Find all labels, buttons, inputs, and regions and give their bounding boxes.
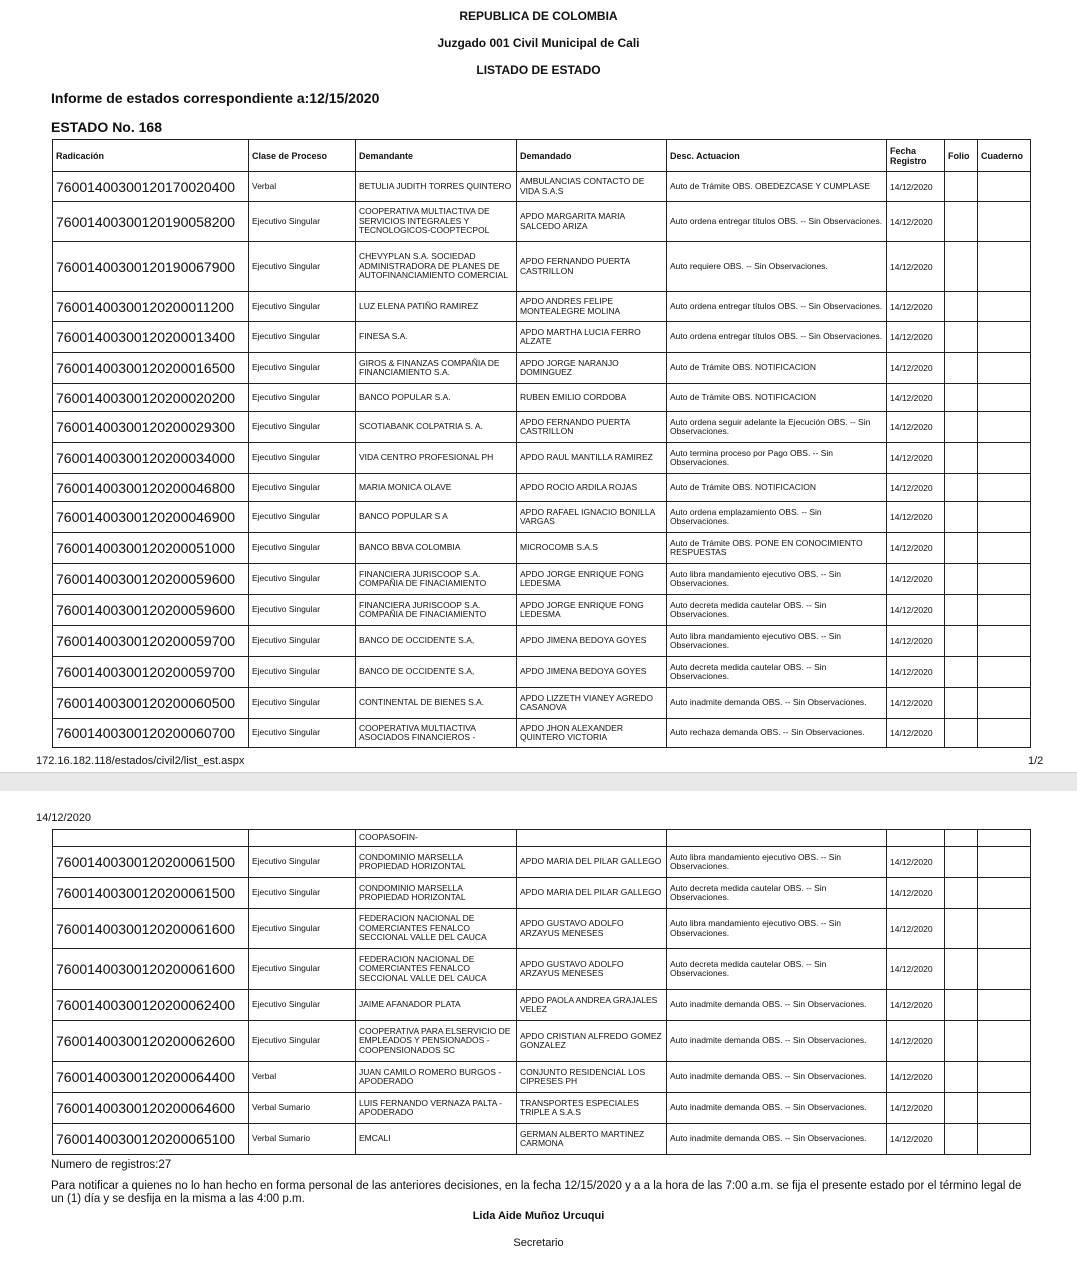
radicacion-cell: 76001400300120200064400 [53, 1062, 249, 1093]
folio-cell [945, 719, 978, 748]
fecha-cell: 14/12/2020 [887, 412, 945, 443]
radicacion-cell: 76001400300120190058200 [53, 202, 249, 242]
folio-cell [945, 657, 978, 688]
signer-title: Secretario [513, 1237, 564, 1249]
demandante-cell: COOPERATIVA MULTIACTIVA ASOCIADOS FINANCIEROS - [356, 719, 517, 748]
demandante-cell: BANCO DE OCCIDENTE S.A, [356, 657, 517, 688]
continuation-row [53, 830, 1031, 847]
desc-cell: Auto termina proceso por Pago OBS. -- Sin Observaciones. [667, 443, 887, 474]
demandado-cell: APDO MARIA DEL PILAR GALLEGO [517, 847, 667, 878]
table-row [53, 909, 1031, 949]
cuaderno-cell [978, 595, 1031, 626]
cuaderno-cell [978, 443, 1031, 474]
cuaderno-cell [978, 242, 1031, 292]
table-row [53, 443, 1031, 474]
folio-cell [945, 412, 978, 443]
record-count: Numero de registros:27 [51, 1159, 172, 1171]
desc-cell: Auto libra mandamiento ejecutivo OBS. -- Sin Observaciones. [667, 909, 887, 949]
table-row [53, 595, 1031, 626]
radicacion-cell: 76001400300120200064600 [53, 1093, 249, 1124]
radicacion-cell: 76001400300120200046900 [53, 502, 249, 533]
cuaderno-cell [978, 1124, 1031, 1155]
table-row [53, 719, 1031, 748]
folio-cell [945, 1021, 978, 1062]
fecha-cell: 14/12/2020 [887, 595, 945, 626]
clase-cell: Ejecutivo Singular [249, 1021, 356, 1062]
table-row [53, 949, 1031, 990]
demandante-cell: BANCO BBVA COLOMBIA [356, 533, 517, 564]
desc-cell: Auto inadmite demanda OBS. -- Sin Observaciones. [667, 1021, 887, 1062]
demandante-cell: FINANCIERA JURISCOOP S.A. COMPAÑIA DE FINACIAMIENTO [356, 595, 517, 626]
desc-cell: Auto rechaza demanda OBS. -- Sin Observaciones. [667, 719, 887, 748]
fecha-cell: 14/12/2020 [887, 172, 945, 202]
clase-cell: Ejecutivo Singular [249, 443, 356, 474]
desc-cell: Auto de Trámite OBS. NOTIFICACION [667, 474, 887, 502]
radicacion-cell: 76001400300120200061500 [53, 847, 249, 878]
desc-cell: Auto ordena emplazamiento OBS. -- Sin Observaciones. [667, 502, 887, 533]
fecha-cell: 14/12/2020 [887, 1124, 945, 1155]
demandante-cell: VIDA CENTRO PROFESIONAL PH [356, 443, 517, 474]
table-row [53, 1124, 1031, 1155]
table-row [53, 1021, 1031, 1062]
demandante-cell: BANCO POPULAR S A [356, 502, 517, 533]
demandante-cell: CHEVYPLAN S.A. SOCIEDAD ADMINISTRADORA DE PLANES DE AUTOFINANCIAMIENTO COMERCIAL [356, 242, 517, 292]
cuaderno-cell [978, 384, 1031, 412]
folio-cell [945, 292, 978, 322]
demandado-cell: APDO RAFAEL IGNACIO BONILLA VARGAS [517, 502, 667, 533]
folio-cell [945, 474, 978, 502]
cuaderno-cell [978, 202, 1031, 242]
radicacion-cell: 76001400300120200061600 [53, 949, 249, 990]
demandado-cell: APDO JORGE ENRIQUE FONG LEDESMA [517, 595, 667, 626]
demandante-cell: MARIA MONICA OLAVE [356, 474, 517, 502]
radicacion-cell: 76001400300120200062600 [53, 1021, 249, 1062]
folio-cell [945, 564, 978, 595]
radicacion-cell: 76001400300120200061500 [53, 878, 249, 909]
table-row [53, 878, 1031, 909]
country-heading: REPUBLICA DE COLOMBIA [459, 9, 618, 23]
radicacion-cell: 76001400300120200059600 [53, 595, 249, 626]
fecha-cell: 14/12/2020 [887, 1093, 945, 1124]
demandante-cell: BETULIA JUDITH TORRES QUINTERO [356, 172, 517, 202]
fecha-cell: 14/12/2020 [887, 533, 945, 564]
column-header-clase: Clase de Proceso [249, 140, 356, 172]
table-header-row [53, 140, 1031, 172]
cuaderno-cell [978, 353, 1031, 384]
desc-cell: Auto de Trámite OBS. NOTIFICACION [667, 384, 887, 412]
cuaderno-cell [978, 172, 1031, 202]
desc-cell: Auto inadmite demanda OBS. -- Sin Observaciones. [667, 1062, 887, 1093]
clase-cell: Ejecutivo Singular [249, 474, 356, 502]
radicacion-cell: 76001400300120200013400 [53, 322, 249, 353]
signer-name: Lida Aide Muñoz Urcuqui [472, 1210, 605, 1222]
desc-cell: Auto de Trámite OBS. NOTIFICACION [667, 353, 887, 384]
clase-cell: Verbal [249, 172, 356, 202]
radicacion-cell: 76001400300120200060700 [53, 719, 249, 748]
cuaderno-cell [978, 1093, 1031, 1124]
demandado-cell: APDO MARIA DEL PILAR GALLEGO [517, 878, 667, 909]
table-row [53, 626, 1031, 657]
radicacion-cell: 76001400300120200061600 [53, 909, 249, 949]
fecha-cell: 14/12/2020 [887, 990, 945, 1021]
clase-cell: Ejecutivo Singular [249, 719, 356, 748]
column-header-desc: Desc. Actuacion [667, 140, 887, 172]
page-number: 1/2 [1028, 755, 1044, 767]
table-row [53, 564, 1031, 595]
cuaderno-cell [978, 502, 1031, 533]
clase-cell: Ejecutivo Singular [249, 533, 356, 564]
demandado-cell: APDO LIZZETH VIANEY AGREDO CASANOVA [517, 688, 667, 719]
table-row [53, 688, 1031, 719]
fecha-cell: 14/12/2020 [887, 1021, 945, 1062]
radicacion-cell: 76001400300120200059700 [53, 626, 249, 657]
folio-cell [945, 847, 978, 878]
desc-cell: Auto inadmite demanda OBS. -- Sin Observaciones. [667, 688, 887, 719]
page-separator [0, 772, 1077, 792]
table-row [53, 384, 1031, 412]
clase-cell: Ejecutivo Singular [249, 657, 356, 688]
demandante-cell: CONDOMINIO MARSELLA PROPIEDAD HORIZONTAL [356, 847, 517, 878]
desc-cell: Auto ordena entregar títulos OBS. -- Sin Observaciones. [667, 292, 887, 322]
clase-cell: Ejecutivo Singular [249, 412, 356, 443]
clase-cell: Ejecutivo Singular [249, 292, 356, 322]
folio-cell [945, 595, 978, 626]
cuaderno-cell [978, 719, 1031, 748]
desc-cell: Auto libra mandamiento ejecutivo OBS. -- Sin Observaciones. [667, 564, 887, 595]
radicacion-cell: 76001400300120200060500 [53, 688, 249, 719]
clase-cell: Verbal Sumario [249, 1124, 356, 1155]
cuaderno-cell [978, 1021, 1031, 1062]
notice-text: Para notificar a quienes no lo han hecho en forma personal de las anteriores decisiones, en la fecha 12/15/2020 y a a la hora de las 7:00 a.m. se fija el presente estado por el término legal de un (1) día y se desfija en la misma a las 4:00 p.m. [51, 1180, 1022, 1205]
cuaderno-cell [978, 688, 1031, 719]
demandado-cell: APDO GUSTAVO ADOLFO ARZAYUS MENESES [517, 909, 667, 949]
estado-number: ESTADO No. 168 [51, 119, 162, 135]
demandado-cell: GERMAN ALBERTO MARTINEZ CARMONA [517, 1124, 667, 1155]
clase-cell: Ejecutivo Singular [249, 564, 356, 595]
clase-cell: Ejecutivo Singular [249, 595, 356, 626]
table-row [53, 172, 1031, 202]
clase-cell: Ejecutivo Singular [249, 502, 356, 533]
desc-cell: Auto decreta medida cautelar OBS. -- Sin Observaciones. [667, 949, 887, 990]
folio-cell [945, 990, 978, 1021]
fecha-cell: 14/12/2020 [887, 443, 945, 474]
desc-cell: Auto ordena seguir adelante la Ejecución OBS. -- Sin Observaciones. [667, 412, 887, 443]
estado-table [52, 139, 1031, 748]
table-row [53, 1093, 1031, 1124]
page-date: 14/12/2020 [36, 812, 92, 824]
demandado-cell: APDO GUSTAVO ADOLFO ARZAYUS MENESES [517, 949, 667, 990]
clase-cell: Ejecutivo Singular [249, 384, 356, 412]
fecha-cell: 14/12/2020 [887, 474, 945, 502]
radicacion-cell: 76001400300120200020200 [53, 384, 249, 412]
demandante-cell: EMCALI [356, 1124, 517, 1155]
desc-cell: Auto ordena entregar títulos OBS. -- Sin Observaciones. [667, 202, 887, 242]
demandante-cell: BANCO POPULAR S.A. [356, 384, 517, 412]
demandado-cell: APDO FERNANDO PUERTA CASTRILLON [517, 412, 667, 443]
clase-cell: Ejecutivo Singular [249, 688, 356, 719]
demandado-cell: TRANSPORTES ESPECIALES TRIPLE A S.A.S [517, 1093, 667, 1124]
radicacion-cell: 76001400300120200059700 [53, 657, 249, 688]
radicacion-cell: 76001400300120200011200 [53, 292, 249, 322]
desc-cell: Auto decreta medida cautelar OBS. -- Sin Observaciones. [667, 595, 887, 626]
folio-cell [945, 949, 978, 990]
fecha-cell: 14/12/2020 [887, 564, 945, 595]
cuaderno-cell [978, 657, 1031, 688]
demandante-cell: JAIME AFANADOR PLATA [356, 990, 517, 1021]
demandado-cell: AMBULANCIAS CONTACTO DE VIDA S.A.S [517, 172, 667, 202]
demandante-cell: SCOTIABANK COLPATRIA S. A. [356, 412, 517, 443]
radicacion-cell: 76001400300120200016500 [53, 353, 249, 384]
page-url: 172.16.182.118/estados/civil2/list_est.aspx [36, 755, 245, 767]
radicacion-cell: 76001400300120200051000 [53, 533, 249, 564]
demandado-cell: APDO PAOLA ANDREA GRAJALES VELEZ [517, 990, 667, 1021]
demandante-cell: JUAN CAMILO ROMERO BURGOS - APODERADO [356, 1062, 517, 1093]
folio-cell [945, 502, 978, 533]
radicacion-cell: 76001400300120200062400 [53, 990, 249, 1021]
demandado-cell: MICROCOMB S.A.S [517, 533, 667, 564]
table-row [53, 474, 1031, 502]
folio-cell [945, 533, 978, 564]
fecha-cell: 14/12/2020 [887, 1062, 945, 1093]
table-row [53, 1062, 1031, 1093]
fecha-cell: 14/12/2020 [887, 688, 945, 719]
demandado-cell: APDO FERNANDO PUERTA CASTRILLON [517, 242, 667, 292]
table-row [53, 242, 1031, 292]
fecha-cell: 14/12/2020 [887, 242, 945, 292]
fecha-cell: 14/12/2020 [887, 719, 945, 748]
fecha-cell: 14/12/2020 [887, 502, 945, 533]
desc-cell: Auto inadmite demanda OBS. -- Sin Observaciones. [667, 1124, 887, 1155]
folio-cell [945, 202, 978, 242]
clase-cell: Ejecutivo Singular [249, 202, 356, 242]
folio-cell [945, 688, 978, 719]
folio-cell [945, 353, 978, 384]
fecha-cell: 14/12/2020 [887, 202, 945, 242]
desc-cell: Auto decreta medida cautelar OBS. -- Sin Observaciones. [667, 657, 887, 688]
radicacion-cell: 76001400300120170020400 [53, 172, 249, 202]
radicacion-cell: 76001400300120200034000 [53, 443, 249, 474]
fecha-cell: 14/12/2020 [887, 353, 945, 384]
desc-cell: Auto inadmite demanda OBS. -- Sin Observaciones. [667, 990, 887, 1021]
demandante-cell: LUIS FERNANDO VERNAZA PALTA - APODERADO [356, 1093, 517, 1124]
desc-cell: Auto de Trámite OBS. OBEDEZCASE Y CUMPLASE [667, 172, 887, 202]
clase-cell: Ejecutivo Singular [249, 990, 356, 1021]
document-page-2 [0, 791, 1077, 1280]
desc-cell: Auto libra mandamiento ejecutivo OBS. -- Sin Observaciones. [667, 847, 887, 878]
column-header-folio: Folio [945, 140, 978, 172]
cuaderno-cell [978, 990, 1031, 1021]
estado-table-continued [52, 829, 1031, 1155]
table-row [53, 533, 1031, 564]
demandante-cell: BANCO DE OCCIDENTE S.A, [356, 626, 517, 657]
clase-cell: Ejecutivo Singular [249, 353, 356, 384]
radicacion-cell: 76001400300120200046800 [53, 474, 249, 502]
cuaderno-cell [978, 847, 1031, 878]
table-row [53, 657, 1031, 688]
cuaderno-cell [978, 878, 1031, 909]
fecha-cell: 14/12/2020 [887, 626, 945, 657]
demandante-cell: COOPERATIVA PARA ELSERVICIO DE EMPLEADOS Y PENSIONADOS -COOPENSIONADOS SC [356, 1021, 517, 1062]
table-row [53, 412, 1031, 443]
clase-cell: Ejecutivo Singular [249, 909, 356, 949]
clase-cell: Ejecutivo Singular [249, 322, 356, 353]
clase-cell: Ejecutivo Singular [249, 847, 356, 878]
demandante-cell: FINANCIERA JURISCOOP S.A. COMPAÑIA DE FINACIAMIENTO [356, 564, 517, 595]
cuaderno-cell [978, 474, 1031, 502]
folio-cell [945, 1093, 978, 1124]
radicacion-cell: 76001400300120200065100 [53, 1124, 249, 1155]
fecha-cell: 14/12/2020 [887, 949, 945, 990]
radicacion-cell: 76001400300120200029300 [53, 412, 249, 443]
table-row [53, 502, 1031, 533]
folio-cell [945, 322, 978, 353]
table-row [53, 990, 1031, 1021]
folio-cell [945, 172, 978, 202]
folio-cell [945, 909, 978, 949]
demandante-cell: CONTINENTAL DE BIENES S.A. [356, 688, 517, 719]
cuaderno-cell [978, 949, 1031, 990]
demandado-cell: APDO JORGE ENRIQUE FONG LEDESMA [517, 564, 667, 595]
cuaderno-cell [978, 292, 1031, 322]
fecha-cell: 14/12/2020 [887, 384, 945, 412]
column-header-demandante: Demandante [356, 140, 517, 172]
demandado-cell: RUBEN EMILIO CORDOBA [517, 384, 667, 412]
report-title: Informe de estados correspondiente a:12/15/2020 [51, 90, 380, 106]
listing-heading: LISTADO DE ESTADO [476, 63, 601, 77]
clase-cell: Ejecutivo Singular [249, 242, 356, 292]
column-header-cuaderno: Cuaderno [978, 140, 1031, 172]
fecha-cell: 14/12/2020 [887, 657, 945, 688]
fecha-cell: 14/12/2020 [887, 909, 945, 949]
clase-cell: Verbal Sumario [249, 1093, 356, 1124]
desc-cell: Auto libra mandamiento ejecutivo OBS. -- Sin Observaciones. [667, 626, 887, 657]
folio-cell [945, 1062, 978, 1093]
continuation-text: COOPASOFIN- [356, 830, 517, 847]
folio-cell [945, 384, 978, 412]
desc-cell: Auto de Trámite OBS. PONE EN CONOCIMIENTO RESPUESTAS [667, 533, 887, 564]
demandado-cell: APDO JORGE NARANJO DOMINGUEZ [517, 353, 667, 384]
demandado-cell: APDO MARTHA LUCIA FERRO ALZATE [517, 322, 667, 353]
desc-cell: Auto requiere OBS. -- Sin Observaciones. [667, 242, 887, 292]
demandado-cell: APDO CRISTIAN ALFREDO GOMEZ GONZALEZ [517, 1021, 667, 1062]
table-row [53, 202, 1031, 242]
demandado-cell: APDO JIMENA BEDOYA GOYES [517, 657, 667, 688]
folio-cell [945, 242, 978, 292]
column-header-demandado: Demandado [517, 140, 667, 172]
demandante-cell: FEDERACION NACIONAL DE COMERCIANTES FENALCO SECCIONAL VALLE DEL CAUCA [356, 949, 517, 990]
folio-cell [945, 443, 978, 474]
fecha-cell: 14/12/2020 [887, 847, 945, 878]
demandado-cell: APDO JIMENA BEDOYA GOYES [517, 626, 667, 657]
demandante-cell: FEDERACION NACIONAL DE COMERCIANTES FENALCO SECCIONAL VALLE DEL CAUCA [356, 909, 517, 949]
demandado-cell: APDO MARGARITA MARIA SALCEDO ARIZA [517, 202, 667, 242]
cuaderno-cell [978, 909, 1031, 949]
folio-cell [945, 626, 978, 657]
table-row [53, 322, 1031, 353]
cuaderno-cell [978, 1062, 1031, 1093]
court-heading: Juzgado 001 Civil Municipal de Cali [437, 36, 640, 50]
demandante-cell: CONDOMINIO MARSELLA PROPIEDAD HORIZONTAL [356, 878, 517, 909]
fecha-cell: 14/12/2020 [887, 292, 945, 322]
table-row [53, 292, 1031, 322]
demandado-cell: APDO RAUL MANTILLA RAMIREZ [517, 443, 667, 474]
demandado-cell: CONJUNTO RESIDENCIAL LOS CIPRESES PH [517, 1062, 667, 1093]
folio-cell [945, 1124, 978, 1155]
clase-cell: Ejecutivo Singular [249, 949, 356, 990]
cuaderno-cell [978, 626, 1031, 657]
radicacion-cell: 76001400300120190067900 [53, 242, 249, 292]
cuaderno-cell [978, 564, 1031, 595]
table-row [53, 353, 1031, 384]
radicacion-cell: 76001400300120200059600 [53, 564, 249, 595]
column-header-radicacion: Radicación [53, 140, 249, 172]
desc-cell: Auto decreta medida cautelar OBS. -- Sin Observaciones. [667, 878, 887, 909]
demandante-cell: FINESA S.A. [356, 322, 517, 353]
clase-cell: Ejecutivo Singular [249, 626, 356, 657]
cuaderno-cell [978, 533, 1031, 564]
cuaderno-cell [978, 322, 1031, 353]
demandado-cell: APDO ROCIO ARDILA ROJAS [517, 474, 667, 502]
clase-cell: Verbal [249, 1062, 356, 1093]
demandante-cell: GIROS & FINANZAS COMPAÑIA DE FINANCIAMIENTO S.A. [356, 353, 517, 384]
desc-cell: Auto inadmite demanda OBS. -- Sin Observaciones. [667, 1093, 887, 1124]
cuaderno-cell [978, 412, 1031, 443]
demandado-cell: APDO JHON ALEXANDER QUINTERO VICTORIA [517, 719, 667, 748]
demandante-cell: LUZ ELENA PATIÑO RAMIREZ [356, 292, 517, 322]
folio-cell [945, 878, 978, 909]
column-header-fecha: Fecha Registro [887, 140, 945, 172]
fecha-cell: 14/12/2020 [887, 878, 945, 909]
fecha-cell: 14/12/2020 [887, 322, 945, 353]
demandante-cell: COOPERATIVA MULTIACTIVA DE SERVICIOS INTEGRALES Y TECNOLOGICOS-COOPTECPOL [356, 202, 517, 242]
clase-cell: Ejecutivo Singular [249, 878, 356, 909]
desc-cell: Auto ordena entregar títulos OBS. -- Sin Observaciones. [667, 322, 887, 353]
demandado-cell: APDO ANDRES FELIPE MONTEALEGRE MOLINA [517, 292, 667, 322]
table-row [53, 847, 1031, 878]
